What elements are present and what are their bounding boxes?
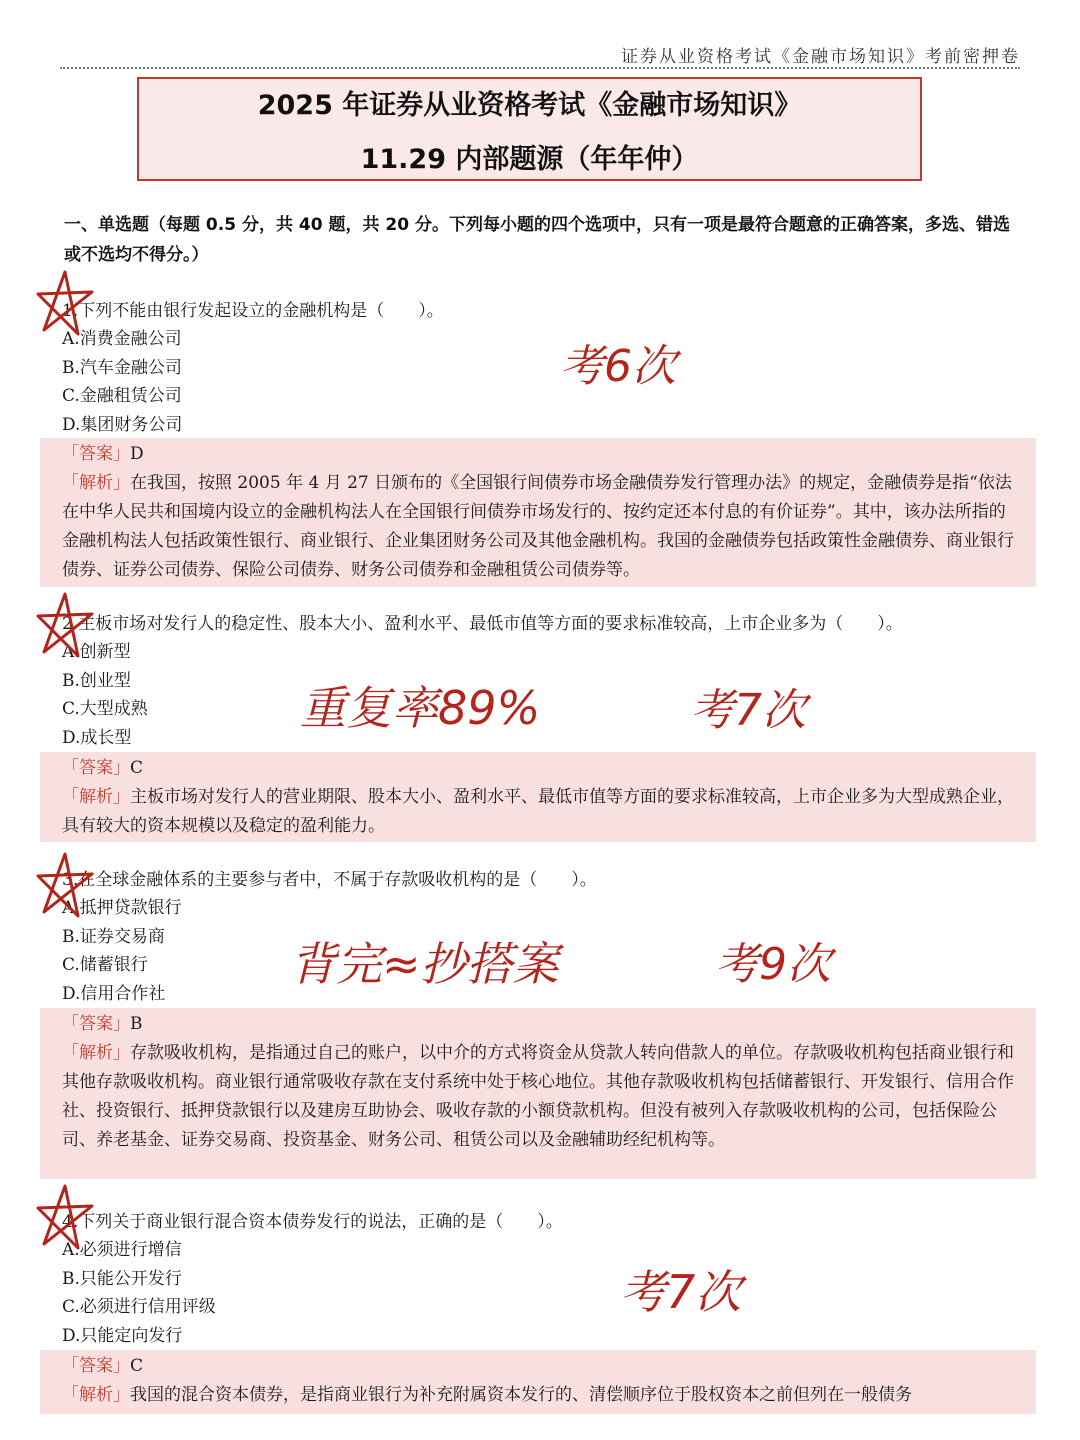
option-d: D.信用合作社 [62,983,166,1004]
star-mark-icon [34,1182,96,1254]
explanation-label: 「解析」 [62,473,130,493]
answer-label: 「答案」 [62,1014,130,1034]
handwritten-note-q4: 考7次 [620,1265,742,1319]
answer-label: 「答案」 [62,1356,130,1376]
explanation-line [62,469,1020,585]
option-b: B.汽车金融公司 [62,357,182,378]
answer-line [62,1010,1020,1039]
explanation-label: 「解析」 [62,1043,130,1063]
header-divider [60,67,1020,69]
title-line-1: 2025 年证券从业资格考试《金融市场知识》 [257,90,802,121]
answer-value: B [130,1014,143,1034]
option-b: B.只能公开发行 [62,1268,182,1289]
option-a: A.抵押贷款银行 [62,898,182,918]
option-c: C.金融租赁公司 [62,386,182,406]
handwritten-memorize-note: 背完≈抄搭案 [290,937,559,991]
question-1 [62,297,1022,439]
explanation-line [62,1381,1020,1410]
answer-label: 「答案」 [62,758,130,778]
explanation-line [62,783,1020,841]
handwritten-note-q2: 考7次 [690,685,806,736]
title-box [137,77,922,181]
handwritten-note-q1: 考6次 [560,341,676,392]
question-stem: 1.下列不能由银行发起设立的金融机构是（ ）。 [62,301,444,321]
explanation-line [62,1039,1020,1155]
explanation-text: 存款吸收机构，是指通过自己的账户，以中介的方式将资金从贷款人转向借款人的单位。存款吸收机构包括商业银行和其他存款吸收机构。商业银行通常吸收存款在支付系统中处于核心地位。其他存款吸收机构包括储蓄银行、开发银行、信用合作社、投资银行、抵押贷款银行以及建房互助协会、吸收存款的小额贷款机构。但没有被列入存款吸收机构的公司，包括保险公司、养老基金、证券交易商、投资基金、财务公司、租赁公司以及金融辅助经纪机构等。 [62,1043,1014,1150]
question-stem: 3.在全球金融体系的主要参与者中，不属于存款吸收机构的是（ ）。 [62,870,597,890]
explanation-label: 「解析」 [62,787,130,807]
explanation-text: 我国的混合资本债券，是指商业银行为补充附属资本发行的、清偿顺序位于股权资本之前但列在一般债务 [130,1385,912,1405]
answer-block-3 [40,1008,1036,1179]
question-stem: 4.下列关于商业银行混合资本债券发行的说法，正确的是（ ）。 [62,1212,563,1232]
title-line-2: 11.29 内部题源（年年仲） [360,144,699,175]
option-c: C.大型成熟 [62,699,148,719]
option-a: A.创新型 [62,642,131,662]
option-a: A.消费金融公司 [62,329,182,349]
star-mark-icon [34,268,96,340]
answer-value: C [130,1356,144,1376]
question-stem: 2.主板市场对发行人的稳定性、股本大小、盈利水平、最低市值等方面的要求标准较高，上市企业多为（ ）。 [62,614,903,634]
option-b: B.创业型 [62,670,131,691]
answer-label: 「答案」 [62,444,130,464]
section-instructions: 一、单选题（每题 0.5 分，共 40 题，共 20 分。下列每小题的四个选项中，只有一项是最符合题意的正确答案，多选、错选或不选均不得分。） [64,215,1010,265]
answer-line [62,1352,1020,1381]
answer-value: D [130,444,144,464]
answer-block-1 [40,438,1036,587]
explanation-text: 在我国，按照 2005 年 4 月 27 日颁布的《全国银行间债券市场金融债券发行管理办法》的规定，金融债券是指“依法在中华人民共和国境内设立的金融机构法人在全国银行间债券市场发行的、按约定还本付息的有价证券”。其中，该办法所指的金融机构法人包括政策性银行、商业银行、企业集团财务公司及其他金融机构。我国的金融债券包括政策性金融债券、商业银行债券、证券公司债券、保险公司债券、财务公司债券和金融租赁公司债券等。 [62,473,1014,580]
star-mark-icon [34,590,96,662]
option-d: D.成长型 [62,727,132,748]
answer-line [62,754,1020,783]
option-a: A.必须进行增信 [62,1240,182,1260]
question-4 [62,1208,1022,1350]
answer-line [62,440,1020,469]
handwritten-repeat-rate: 重复率89% [300,681,541,735]
answer-block-2 [40,752,1036,842]
star-mark-icon [34,850,96,922]
answer-value: C [130,758,144,778]
explanation-text: 主板市场对发行人的营业期限、股本大小、盈利水平、最低市值等方面的要求标准较高，上市企业多为大型成熟企业，具有较大的资本规模以及稳定的盈利能力。 [62,787,1014,836]
option-d: D.只能定向发行 [62,1325,183,1346]
explanation-label: 「解析」 [62,1385,130,1405]
option-c: C.储蓄银行 [62,955,148,975]
handwritten-note-q3: 考9次 [715,939,831,990]
option-d: D.集团财务公司 [62,414,183,435]
answer-block-4 [40,1350,1036,1414]
option-b: B.证券交易商 [62,926,165,947]
question-2 [62,610,1022,752]
running-header: 证券从业资格考试《金融市场知识》考前密押卷 [621,47,1020,67]
option-c: C.必须进行信用评级 [62,1297,216,1317]
